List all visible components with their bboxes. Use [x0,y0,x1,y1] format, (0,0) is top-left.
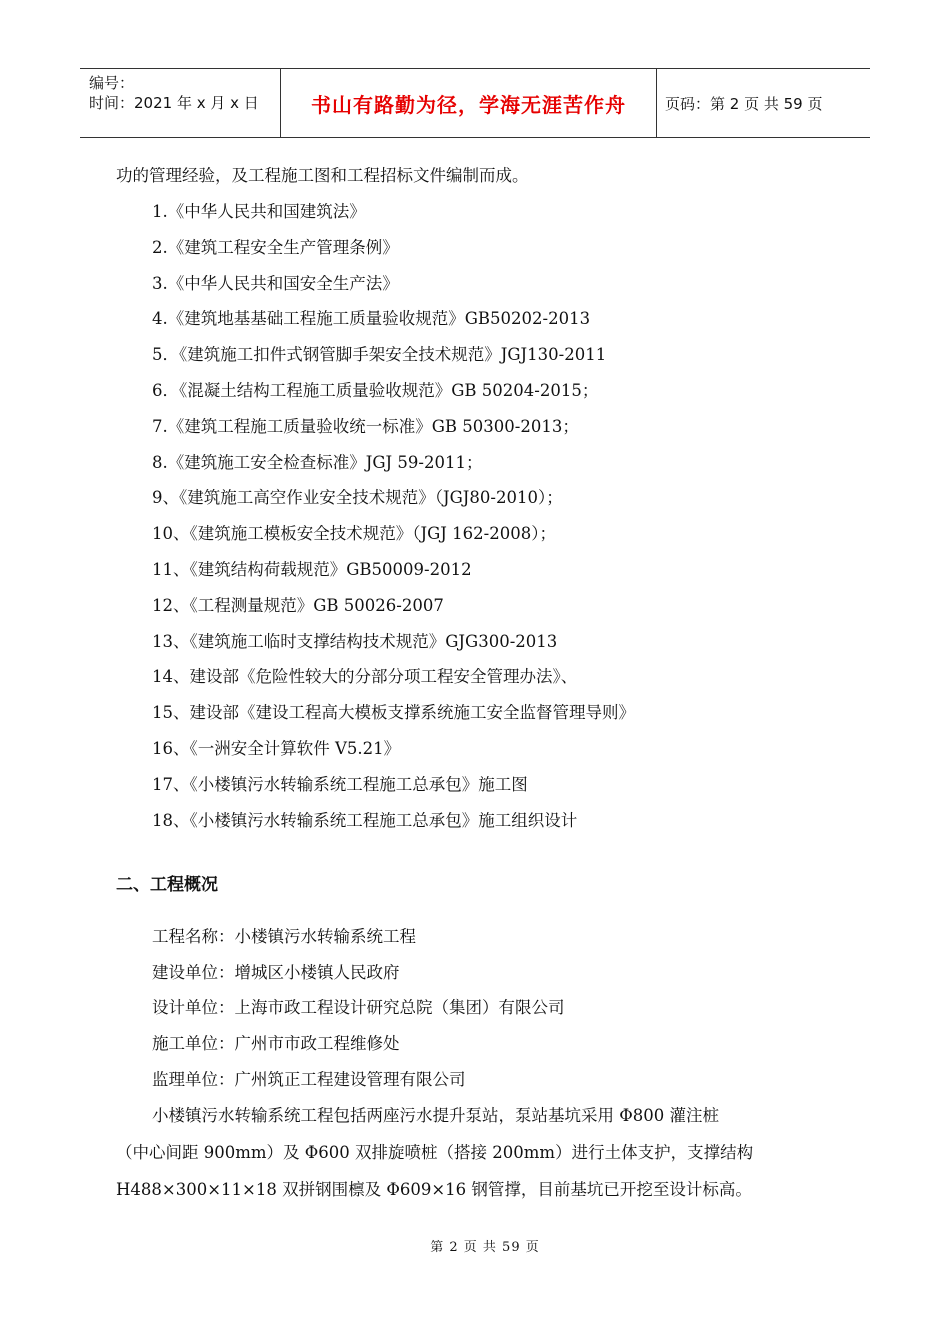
time-label: 时间：2021 年 x 月 x 日 [89,94,259,112]
reference-item: 1.《中华人民共和国建筑法》 [152,202,366,221]
reference-item: 2.《建筑工程安全生产管理条例》 [152,238,399,257]
paragraph-line: H488×300×11×18 双拼钢围檩及 Φ609×16 钢管撑，目前基坑已开挖至设计标高。 [116,1180,752,1199]
motto: 书山有路勤为径，学海无涯苦作舟 [311,92,626,117]
page-footer: 第 2 页 共 59 页 [430,1240,540,1255]
reference-item: 12、《工程测量规范》GB 50026-2007 [152,596,444,615]
paragraph-line: 小楼镇污水转输系统工程包括两座污水提升泵站，泵站基坑采用 Φ800 灌注桩 [152,1106,720,1125]
reference-item: 16、《一洲安全计算软件 V5.21》 [152,739,401,758]
reference-item: 8.《建筑施工安全检查标准》JGJ 59-2011； [152,453,483,472]
header-meta [80,69,281,137]
reference-item: 3.《中华人民共和国安全生产法》 [152,274,399,293]
section-heading: 二、工程概况 [116,875,218,895]
reference-item: 14、建设部《危险性较大的分部分项工程安全管理办法》、 [152,667,578,686]
header-page-cell [657,69,870,137]
info-line: 设计单位：上海市政工程设计研究总院（集团）有限公司 [152,998,565,1017]
page-header [80,68,870,138]
number-label: 编号： [89,74,135,92]
intro-text: 功的管理经验，及工程施工图和工程招标文件编制而成。 [116,166,529,185]
reference-item: 13、《建筑施工临时支撑结构技术规范》GJG300-2013 [152,632,558,651]
info-line: 监理单位：广州筑正工程建设管理有限公司 [152,1070,466,1089]
info-line: 建设单位：增城区小楼镇人民政府 [152,963,400,982]
reference-item: 10、《建筑施工模板安全技术规范》（JGJ 162-2008）； [152,524,556,543]
paragraph-line: （中心间距 900mm）及 Φ600 双排旋喷桩（搭接 200mm）进行土体支护，支撑结构 [116,1143,754,1162]
reference-item: 4.《建筑地基基础工程施工质量验收规范》GB50202-2013 [152,309,591,328]
reference-item: 11、《建筑结构荷载规范》GB50009-2012 [152,560,472,579]
reference-item: 5．《建筑施工扣件式钢管脚手架安全技术规范》JGJ130-2011 [152,345,607,364]
reference-item: 6．《混凝土结构工程施工质量验收规范》GB 50204-2015； [152,381,599,400]
reference-item: 7.《建筑工程施工质量验收统一标准》GB 50300-2013； [152,417,579,436]
header-motto-cell [281,69,657,137]
info-line: 工程名称：小楼镇污水转输系统工程 [152,927,416,946]
reference-item: 17、《小楼镇污水转输系统工程施工总承包》施工图 [152,775,528,794]
info-line: 施工单位：广州市市政工程维修处 [152,1034,400,1053]
reference-item: 9、《建筑施工高空作业安全技术规范》（JGJ80-2010）； [152,488,563,507]
reference-item: 18、《小楼镇污水转输系统工程施工总承包》施工组织设计 [152,811,578,830]
reference-item: 15、建设部《建设工程高大模板支撑系统施工安全监督管理导则》 [152,703,635,722]
page-label: 页码：第 2 页 共 59 页 [665,94,823,113]
